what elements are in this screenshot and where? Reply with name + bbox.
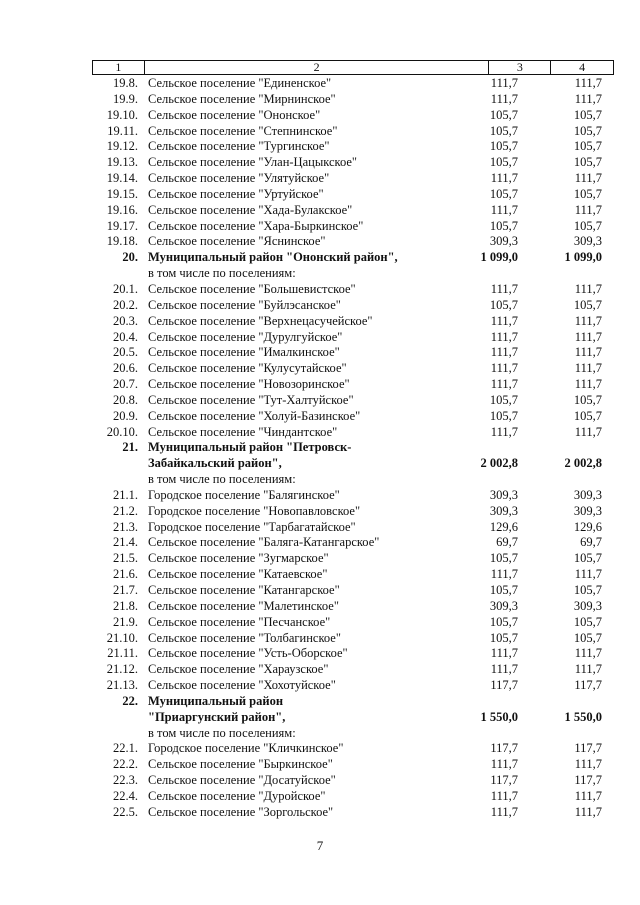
row-value-col4: 111,7 [574, 377, 602, 392]
row-value-col4: 105,7 [573, 614, 602, 629]
row-number: 20.3. [113, 313, 138, 328]
row-value-col3: 309,3 [489, 234, 518, 249]
row-name: Сельское поселение "Катаевское" [148, 567, 328, 582]
row-value-col4: 309,3 [573, 503, 602, 518]
row-name: Сельское поселение "Хара-Быркинское" [148, 218, 364, 233]
row-value-col4: 111,7 [574, 662, 602, 677]
row-value-col3: 117,7 [490, 773, 518, 788]
row-number: 20. [122, 250, 138, 265]
row-value-col4: 2 002,8 [564, 456, 602, 471]
row-value-col4: 111,7 [574, 788, 602, 803]
header-col-4: 4 [579, 60, 586, 74]
row-value-col4: 111,7 [574, 646, 602, 661]
table-row [0, 805, 640, 821]
row-value-col4: 111,7 [574, 76, 602, 90]
table-body [0, 76, 640, 821]
row-value-col3: 111,7 [490, 91, 518, 106]
row-number: 19.10. [106, 107, 138, 122]
row-value-col3: 111,7 [490, 646, 518, 661]
table-row [0, 124, 640, 140]
row-value-col4: 111,7 [574, 91, 602, 106]
row-name: Сельское поселение "Тургинское" [148, 139, 330, 154]
table-row [0, 741, 640, 757]
table-row [0, 393, 640, 409]
row-name: Сельское поселение "Хараузское" [148, 662, 329, 677]
row-value-col3: 111,7 [490, 171, 518, 186]
row-value-col4: 111,7 [574, 361, 602, 376]
row-value-col3: 129,6 [489, 519, 518, 534]
table-row [0, 377, 640, 393]
row-name: Сельское поселение "Ононское" [148, 107, 321, 122]
table-row [0, 76, 640, 92]
row-name: в том числе по поселениям: [148, 725, 296, 740]
row-name: Сельское поселение "Зоргольское" [148, 804, 334, 819]
row-name: Сельское поселение "Толбагинское" [148, 630, 341, 645]
table-row [0, 488, 640, 504]
row-value-col3: 309,3 [489, 487, 518, 502]
row-value-col3: 105,7 [489, 630, 518, 645]
row-value-col3: 105,7 [489, 107, 518, 122]
row-value-col3: 1 099,0 [480, 250, 518, 265]
table-row [0, 567, 640, 583]
table-row [0, 250, 640, 266]
row-name: Сельское поселение "Быркинское" [148, 757, 333, 772]
table-row [0, 92, 640, 108]
table-row [0, 662, 640, 678]
table-row [0, 139, 640, 155]
row-number: 21.8. [113, 598, 138, 613]
row-name: Сельское поселение "Уртуйское" [148, 186, 324, 201]
row-value-col4: 117,7 [574, 741, 602, 756]
row-name: Сельское поселение "Тут-Халтуйское" [148, 392, 354, 407]
row-name: Сельское поселение "Дуройское" [148, 788, 326, 803]
row-value-col4: 105,7 [573, 186, 602, 201]
table-row [0, 108, 640, 124]
row-value-col3: 111,7 [490, 281, 518, 296]
table-row [0, 504, 640, 520]
row-value-col3: 105,7 [489, 614, 518, 629]
row-value-col3: 105,7 [489, 186, 518, 201]
row-number: 20.1. [113, 281, 138, 296]
row-number: 20.9. [113, 408, 138, 423]
row-name: Сельское поселение "Баляга-Катангарское" [148, 535, 380, 550]
row-value-col4: 111,7 [574, 345, 602, 360]
row-name: Сельское поселение "Катангарское" [148, 583, 340, 597]
table-row [0, 583, 640, 599]
row-value-col3: 105,7 [489, 139, 518, 154]
table-row [0, 409, 640, 425]
row-value-col3: 111,7 [490, 424, 518, 439]
table-row [0, 551, 640, 567]
row-name: Сельское поселение "Кулусутайское" [148, 361, 347, 376]
row-value-col4: 105,7 [573, 155, 602, 170]
row-value-col3: 105,7 [489, 155, 518, 170]
row-name: Сельское поселение "Единенское" [148, 76, 332, 90]
row-value-col4: 105,7 [573, 123, 602, 138]
row-value-col4: 117,7 [574, 773, 602, 788]
row-value-col3: 2 002,8 [480, 456, 518, 471]
row-value-col3: 111,7 [490, 76, 518, 90]
row-name: Городское поселение "Кличкинское" [148, 741, 344, 756]
row-value-col3: 105,7 [489, 551, 518, 566]
row-value-col4: 1 550,0 [564, 709, 602, 724]
row-value-col3: 105,7 [489, 123, 518, 138]
row-value-col3: 309,3 [489, 503, 518, 518]
row-number: 20.2. [113, 297, 138, 312]
row-value-col4: 309,3 [573, 487, 602, 502]
row-name: Сельское поселение "Усть-Оборское" [148, 646, 348, 661]
row-name: Сельское поселение "Малетинское" [148, 598, 339, 613]
row-value-col4: 129,6 [573, 519, 602, 534]
row-number: 19.17. [106, 218, 138, 233]
row-name: Сельское поселение "Зугмарское" [148, 551, 329, 566]
page-number: 7 [316, 838, 324, 853]
row-number: 21.7. [113, 583, 138, 597]
row-number: 20.4. [113, 329, 138, 344]
table-row [0, 694, 640, 710]
row-number: 19.13. [106, 155, 138, 170]
row-name: в том числе по поселениям: [148, 472, 296, 487]
row-name: Сельское поселение "Ималкинское" [148, 345, 340, 360]
row-value-col4: 69,7 [580, 535, 602, 550]
table-row [0, 646, 640, 662]
row-name: Сельское поселение "Улятуйское" [148, 171, 330, 186]
row-number: 21.1. [113, 487, 138, 502]
row-name: "Приаргунский район", [148, 709, 286, 724]
row-value-col3: 111,7 [490, 662, 518, 677]
row-name: Сельское поселение "Мирнинское" [148, 91, 336, 106]
row-value-col3: 111,7 [490, 329, 518, 344]
row-value-col3: 111,7 [490, 313, 518, 328]
row-value-col3: 111,7 [490, 567, 518, 582]
row-value-col3: 111,7 [490, 757, 518, 772]
row-value-col3: 111,7 [490, 345, 518, 360]
row-number: 21.6. [113, 567, 138, 582]
row-name: Муниципальный район "Петровск- [148, 440, 352, 455]
row-number: 19.15. [106, 186, 138, 201]
row-number: 19.8. [113, 76, 138, 90]
table-row [0, 472, 640, 488]
row-name: Сельское поселение "Яснинское" [148, 234, 326, 249]
table-row [0, 789, 640, 805]
row-value-col4: 111,7 [574, 313, 602, 328]
row-name: Сельское поселение "Новозоринское" [148, 377, 350, 392]
row-number: 21.2. [113, 503, 138, 518]
table-row [0, 535, 640, 551]
row-name: Городское поселение "Новопавловское" [148, 503, 361, 518]
row-name: Муниципальный район [148, 693, 284, 708]
table-row [0, 234, 640, 250]
row-name: Забайкальский район", [148, 456, 282, 471]
row-value-col4: 111,7 [574, 281, 602, 296]
row-name: Сельское поселение "Холуй-Базинское" [148, 408, 361, 423]
row-name: Сельское поселение "Хада-Булакское" [148, 202, 353, 217]
row-name: Городское поселение "Балягинское" [148, 487, 340, 502]
row-number: 21.4. [113, 535, 138, 550]
row-value-col4: 309,3 [573, 234, 602, 249]
table-row [0, 314, 640, 330]
row-name: Сельское поселение "Дурулгуйское" [148, 329, 343, 344]
row-value-col4: 117,7 [574, 678, 602, 693]
table-row [0, 425, 640, 441]
table-row [0, 282, 640, 298]
row-value-col4: 111,7 [574, 171, 602, 186]
row-value-col3: 1 550,0 [480, 709, 518, 724]
row-value-col4: 111,7 [574, 804, 602, 819]
row-value-col3: 105,7 [489, 583, 518, 597]
row-value-col4: 105,7 [573, 551, 602, 566]
table-row [0, 456, 640, 472]
row-value-col3: 117,7 [490, 741, 518, 756]
row-value-col4: 309,3 [573, 598, 602, 613]
row-name: Сельское поселение "Хохотуйское" [148, 678, 336, 693]
row-value-col4: 105,7 [573, 583, 602, 597]
row-value-col3: 105,7 [489, 408, 518, 423]
row-number: 21. [122, 440, 138, 455]
table-row [0, 155, 640, 171]
row-value-col4: 105,7 [573, 218, 602, 233]
row-number: 21.3. [113, 519, 138, 534]
row-value-col3: 69,7 [496, 535, 518, 550]
row-value-col4: 105,7 [573, 107, 602, 122]
row-value-col4: 111,7 [574, 424, 602, 439]
row-value-col4: 111,7 [574, 757, 602, 772]
row-number: 22.4. [113, 788, 138, 803]
row-value-col3: 105,7 [489, 218, 518, 233]
row-value-col4: 105,7 [573, 392, 602, 407]
row-number: 21.9. [113, 614, 138, 629]
table-row [0, 599, 640, 615]
row-name: Городское поселение "Тарбагатайское" [148, 519, 356, 534]
row-name: Муниципальный район "Ононский район", [148, 250, 398, 265]
table-row [0, 710, 640, 726]
row-number: 21.13. [106, 678, 138, 693]
table-row [0, 345, 640, 361]
table-row [0, 298, 640, 314]
table-row [0, 266, 640, 282]
row-value-col3: 105,7 [489, 392, 518, 407]
row-value-col3: 117,7 [490, 678, 518, 693]
row-value-col3: 105,7 [489, 297, 518, 312]
row-value-col3: 111,7 [490, 788, 518, 803]
table-row [0, 203, 640, 219]
table-row [0, 171, 640, 187]
table-row [0, 631, 640, 647]
row-number: 20.10. [106, 424, 138, 439]
table-row [0, 678, 640, 694]
row-value-col4: 111,7 [574, 567, 602, 582]
table-row [0, 330, 640, 346]
row-name: Сельское поселение "Степнинское" [148, 123, 338, 138]
row-value-col4: 105,7 [573, 630, 602, 645]
row-name: Сельское поселение "Чиндантское" [148, 424, 338, 439]
row-value-col4: 111,7 [574, 329, 602, 344]
row-number: 22. [122, 693, 138, 708]
row-number: 22.3. [113, 773, 138, 788]
row-number: 19.16. [106, 202, 138, 217]
table-row [0, 726, 640, 742]
row-value-col4: 111,7 [574, 202, 602, 217]
row-number: 19.18. [106, 234, 138, 249]
row-value-col4: 105,7 [573, 139, 602, 154]
row-value-col3: 111,7 [490, 202, 518, 217]
row-value-col3: 111,7 [490, 361, 518, 376]
table-row [0, 187, 640, 203]
row-number: 22.1. [113, 741, 138, 756]
row-number: 21.11. [107, 646, 138, 661]
row-number: 21.12. [106, 662, 138, 677]
row-value-col4: 1 099,0 [564, 250, 602, 265]
row-name: Сельское поселение "Досатуйское" [148, 773, 336, 788]
row-number: 19.9. [113, 91, 138, 106]
table-header [92, 60, 614, 75]
row-number: 21.10. [106, 630, 138, 645]
row-value-col3: 111,7 [490, 377, 518, 392]
row-number: 20.6. [113, 361, 138, 376]
row-value-col4: 105,7 [573, 297, 602, 312]
table-row [0, 219, 640, 235]
row-number: 19.11. [107, 123, 138, 138]
table-row [0, 757, 640, 773]
table-row [0, 615, 640, 631]
row-number: 20.8. [113, 392, 138, 407]
table-row [0, 361, 640, 377]
row-number: 21.5. [113, 551, 138, 566]
row-name: Сельское поселение "Песчанское" [148, 614, 331, 629]
row-name: Сельское поселение "Буйлэсанское" [148, 297, 341, 312]
row-number: 20.7. [113, 377, 138, 392]
row-number: 22.5. [113, 804, 138, 819]
header-col-1: 1 [93, 61, 145, 74]
table-row [0, 520, 640, 536]
header-col-3: 3 [489, 61, 551, 74]
row-name: в том числе по поселениям: [148, 266, 296, 281]
row-number: 19.12. [106, 139, 138, 154]
row-number: 22.2. [113, 757, 138, 772]
row-number: 19.14. [106, 171, 138, 186]
row-value-col4: 105,7 [573, 408, 602, 423]
row-name: Сельское поселение "Верхнецасучейское" [148, 313, 373, 328]
row-value-col3: 309,3 [489, 598, 518, 613]
row-name: Сельское поселение "Большевистское" [148, 281, 356, 296]
header-col-2: 2 [145, 61, 490, 74]
table-row [0, 440, 640, 456]
row-value-col3: 111,7 [490, 804, 518, 819]
row-name: Сельское поселение "Улан-Цацыкское" [148, 155, 358, 170]
row-number: 20.5. [113, 345, 138, 360]
table-row [0, 773, 640, 789]
